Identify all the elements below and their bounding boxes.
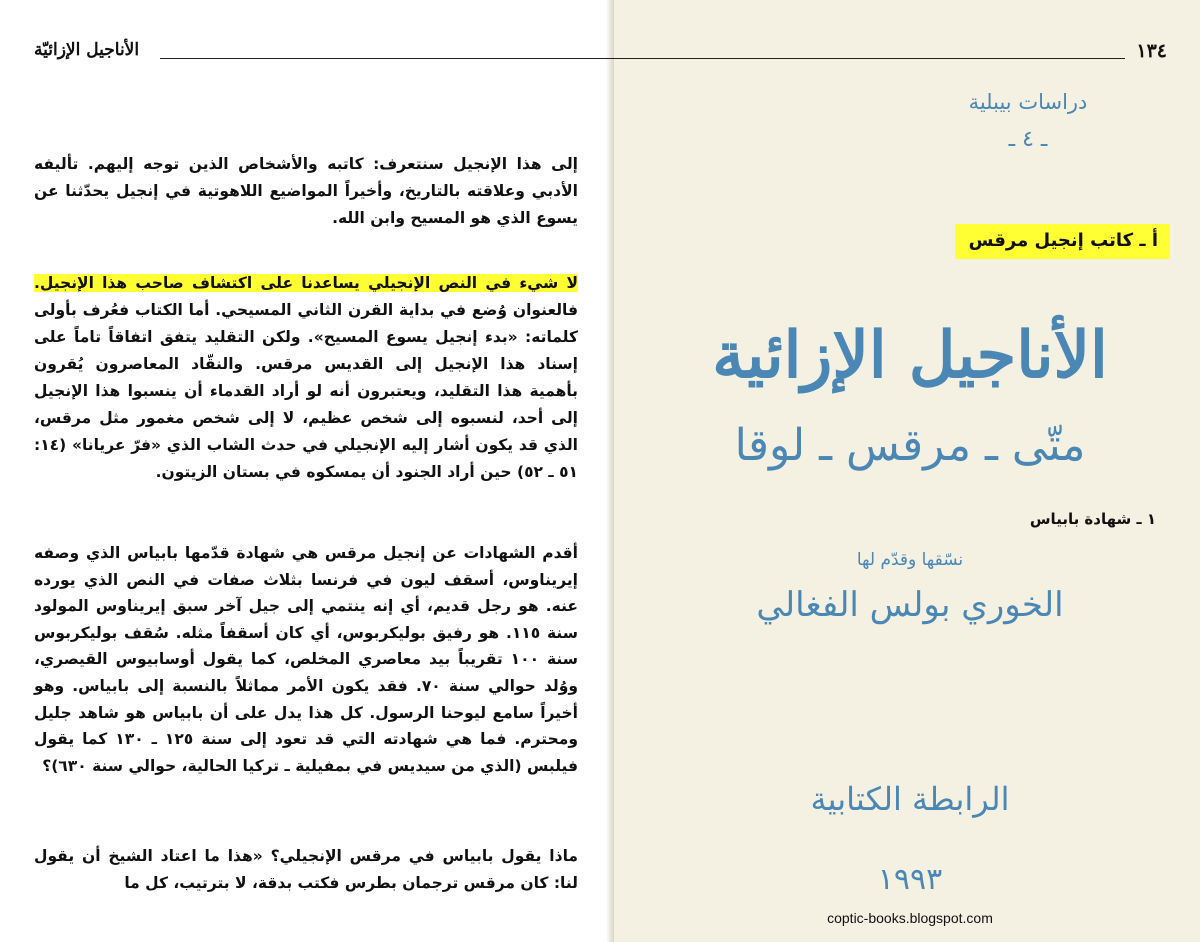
cover-subtitle: متّى ـ مرقس ـ لوقا xyxy=(734,420,1086,471)
publisher-name: الرابطة الكتابية xyxy=(810,780,1010,818)
subheading: ١ ـ شهادة بابياس xyxy=(1029,510,1156,528)
header-rule xyxy=(160,58,1125,59)
publication-year: ١٩٩٣ xyxy=(877,862,943,897)
series-name: دراسات بيبلية xyxy=(968,90,1088,114)
paragraph-author xyxy=(34,270,578,486)
cover-title: الأناجيل الإزائية xyxy=(712,318,1108,393)
highlighted-sentence: لا شيء في النص الإنجيلي يساعدنا على اكتشاف صاحب هذا الإنجيل. xyxy=(34,274,578,292)
paragraph-author-rest: فالعنوان وُضع في بداية القرن الثاني المسيحي. أما الكتاب فعُرف بأولى كلماته: «بدء إنجيل يسوع المسيح». ولكن التقليد يتفق اتفاقاً تاماً على إسناد هذا الإنجيل إلى القديس مرقس. والنقّاد المعاصرون يُقرون بأهمية هذا التقليد، ويعتبرون أنه لو أراد القدماء أن ينسبوا هذا الإنجيل إلى أحد، لنسبوه إلى شخص عظيم، لا إلى شخص مغمور مثل مرقس، الذي قد يكون أشار إليه الإنجيلي في حدث الشاب الذي «فرّ عريانا» (١٤: ٥١ ـ ٥٢) حين أراد الجنود أن يمسكوه في بستان الزيتون. xyxy=(34,301,578,481)
paragraph-quote: ماذا يقول بابياس في مرقس الإنجيلي؟ «هذا ما اعتاد الشيخ أن يقول لنا: كان مرقس ترجمان بطرس فكتب بدقة، لا بترتيب، كل ما xyxy=(34,847,578,892)
author-name: الخوري بولس الفغالي xyxy=(756,585,1064,625)
source-watermark: coptic-books.blogspot.com xyxy=(827,910,993,926)
intro-paragraph: إلى هذا الإنجيل سنتعرف: كاتبه والأشخاص الذين توجه إليهم. تأليفه الأدبي وعلاقته بالتاريخ، وأخيراً المواضيع اللاهوتية في إنجيل يحدّثنا عن يسوع الذي هو المسيح وابن الله. xyxy=(34,155,578,227)
paragraph-papias: أقدم الشهادات عن إنجيل مرقس هي شهادة قدّمها بابياس الذي وصفه إيريناوس، أسقف ليون في فرنسا بثلاث صفات في النص الذي يورده عنه. هو رجل قديم، أي إنه ينتمي إلى جيل آخر سبق إيريناوس المولود سنة ١١٥. هو رفيق بوليكربوس، أي كان أسقفاً مثله. سُقف بوليكربوس سنة ١٠٠ تقريباً بيد معاصري المخلص، كما يقول أوسابيوس القيصري، ووُلد حوالي سنة ٧٠. فقد يكون الأمر مماثلاً بالنسبة إلى بابياس. وهو أخيراً سامع ليوحنا الرسول. كل هذا يدل على أن بابياس هو شاهد جليل ومحترم. فما هي شهادته التي قد تعود إلى سنة ١٢٥ ـ ١٣٠ كما يقول فيلبس (الذي من سيديس في بمفيلية ـ تركيا الحالية، حوالي سنة ٦٣٠)؟ xyxy=(34,544,579,775)
section-heading-text: أ ـ كاتب إنجيل مرقس xyxy=(955,224,1170,259)
running-title: الأناجيل الإزائيّة xyxy=(34,40,140,60)
page-number: ١٣٤ xyxy=(1136,40,1167,62)
page-gutter xyxy=(606,0,614,942)
credit-line: نسّقها وقدّم لها xyxy=(856,550,964,570)
section-heading xyxy=(955,230,1170,251)
series-number: ـ ٤ ـ xyxy=(1008,127,1048,152)
